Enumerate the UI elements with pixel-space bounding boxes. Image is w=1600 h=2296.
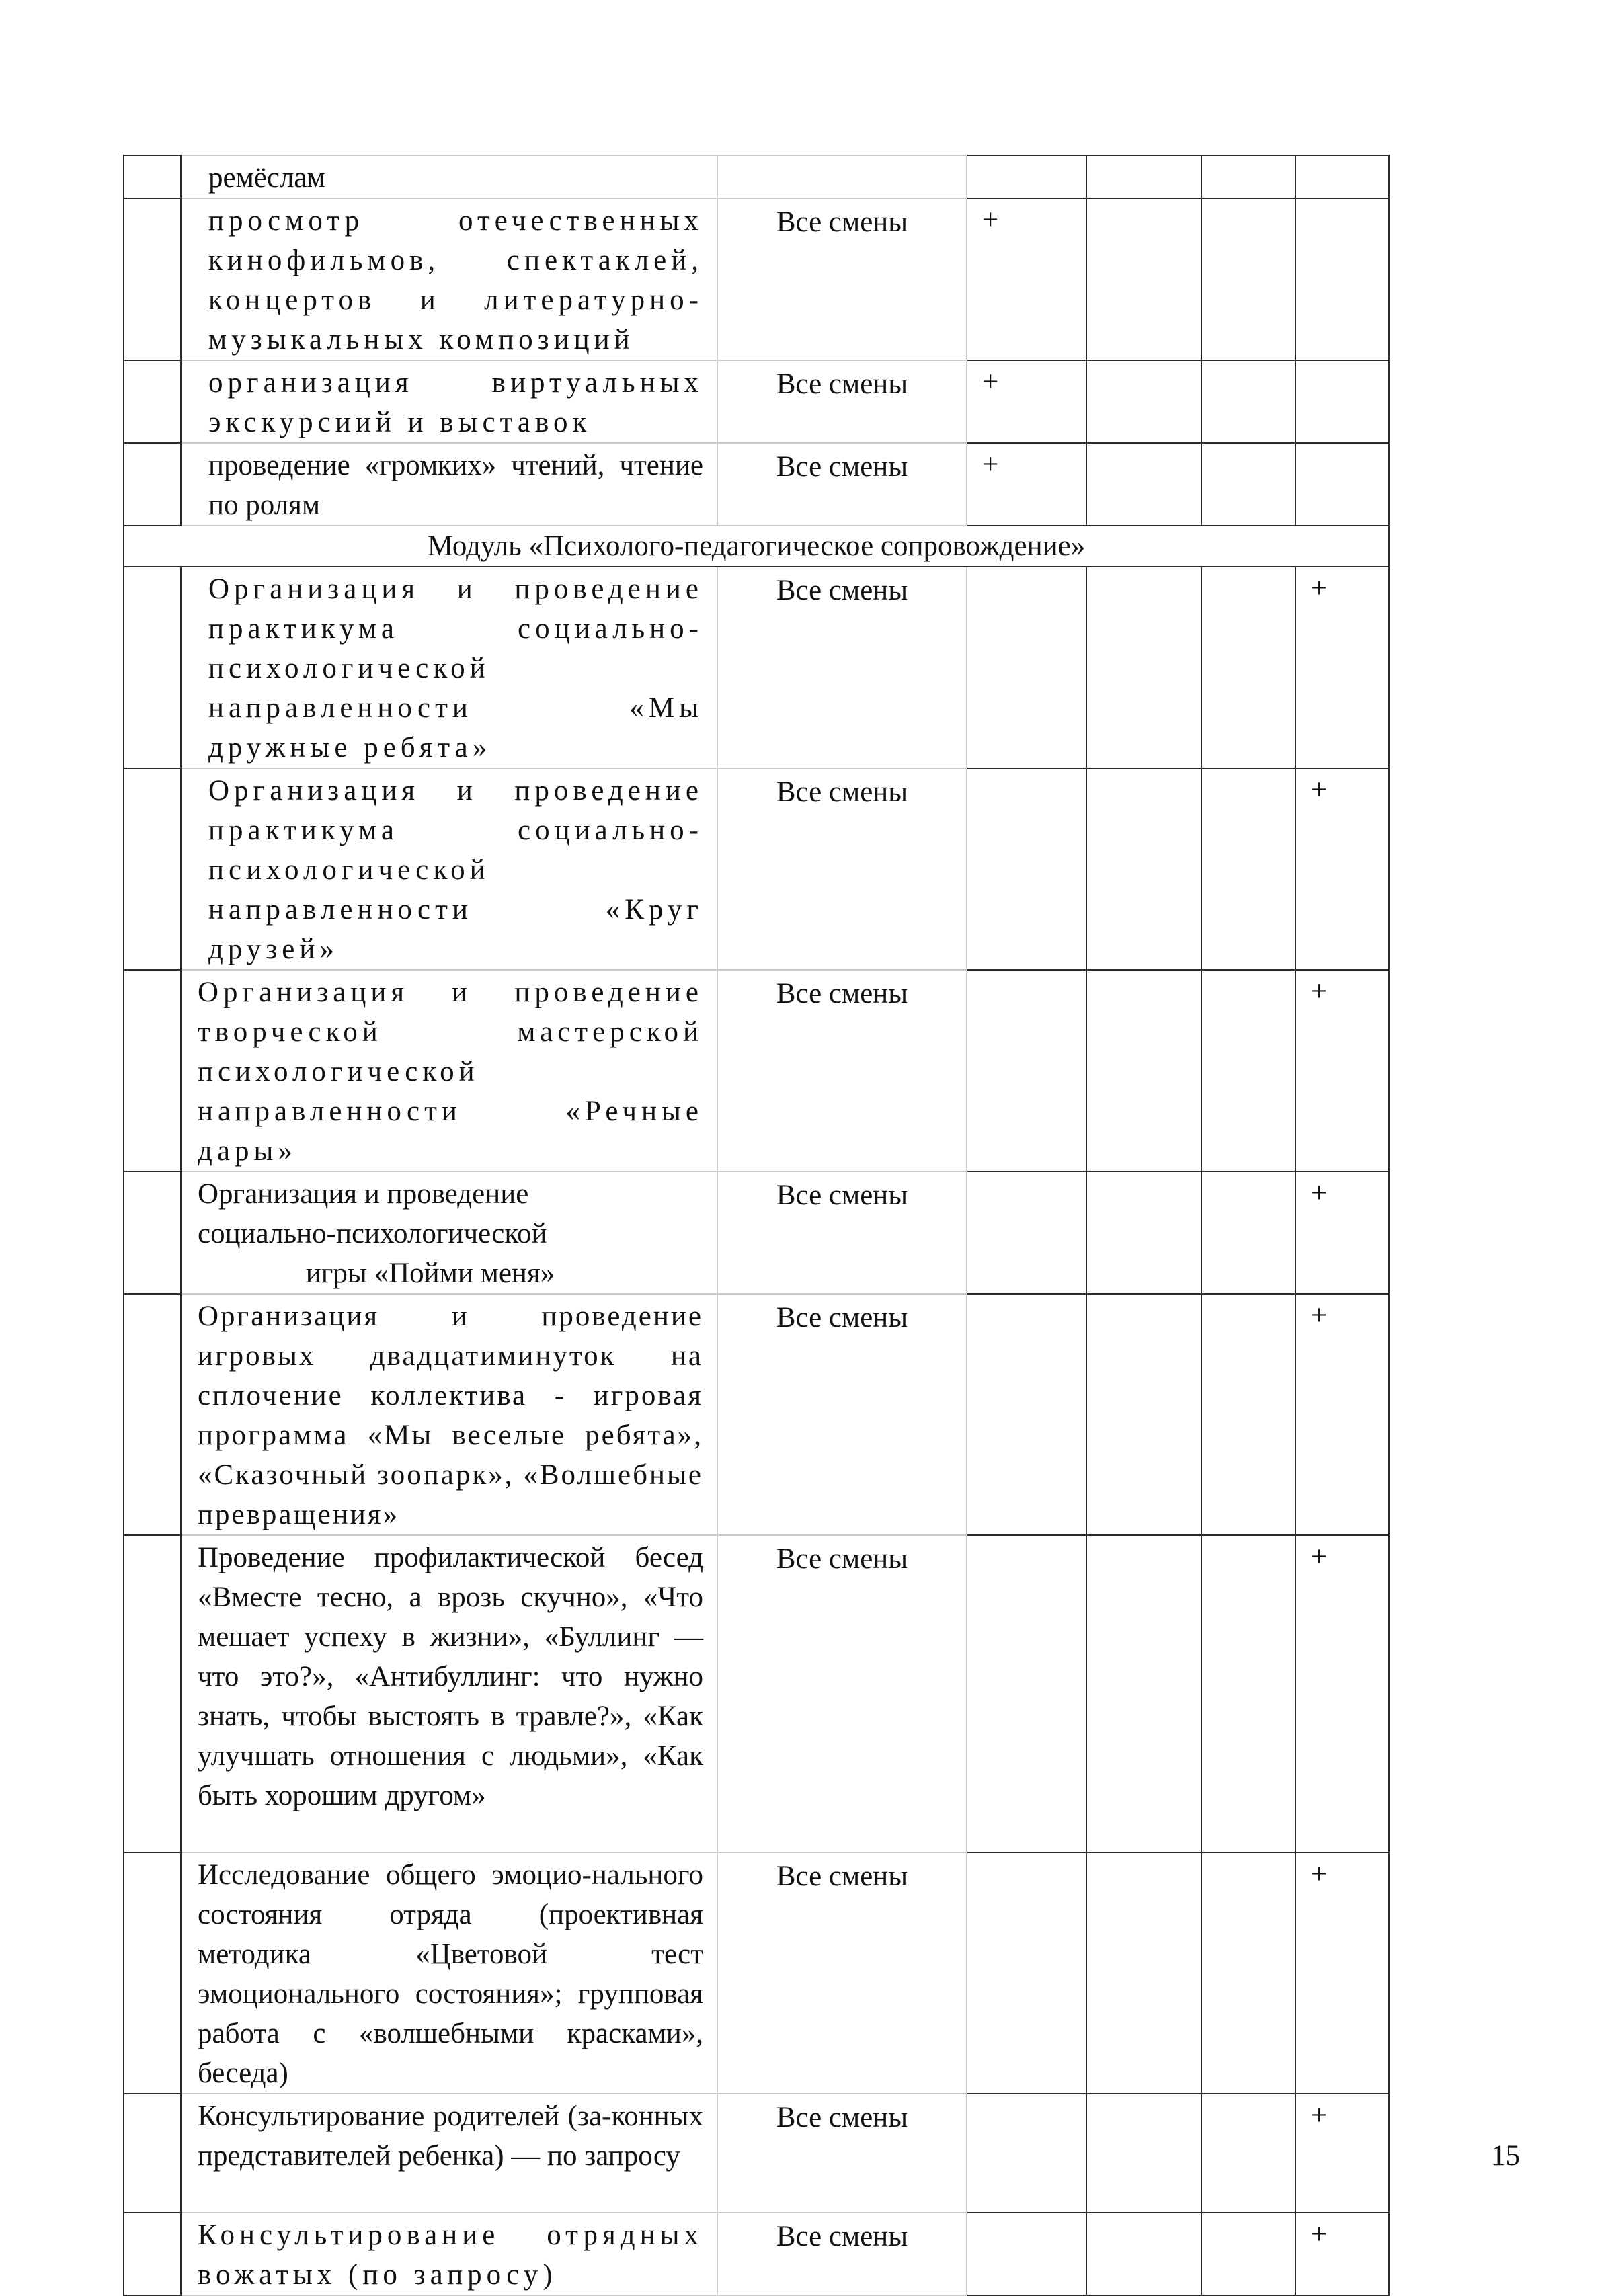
number-cell <box>124 2213 181 2295</box>
mark-cell <box>1086 360 1201 443</box>
table-row <box>124 1294 1389 1535</box>
mark-cell <box>1295 567 1389 768</box>
period-text: Все смены <box>776 368 908 400</box>
mark-cell <box>1295 768 1389 970</box>
table-row <box>124 970 1389 1172</box>
mark-cell <box>1086 567 1201 768</box>
number-cell <box>124 2094 181 2213</box>
number-cell <box>124 1172 181 1294</box>
activity-text: Организация и проведение творческой мастерской психологической направленности «Речные дары» <box>198 977 703 1167</box>
activity-text: Консультирование родителей (за-конных представителей ребенка) — по запросу <box>198 2100 703 2172</box>
plus-mark: + <box>1311 1541 1328 1573</box>
table-row <box>124 1172 1389 1294</box>
period-text: Все смены <box>776 1860 908 1892</box>
mark-cell <box>1201 443 1295 526</box>
period-text: Все смены <box>776 575 908 606</box>
period-text: Все смены <box>776 206 908 238</box>
mark-cell <box>1295 155 1389 198</box>
period-cell <box>717 1172 967 1294</box>
period-cell <box>717 360 967 443</box>
mark-cell <box>1201 198 1295 360</box>
mark-cell <box>1086 1535 1201 1852</box>
plan-table <box>123 155 1390 2296</box>
period-cell <box>717 198 967 360</box>
number-cell <box>124 1294 181 1535</box>
mark-cell <box>967 1535 1086 1852</box>
table-row <box>124 360 1389 443</box>
period-text: Все смены <box>776 1302 908 1334</box>
mark-cell <box>1295 2094 1389 2213</box>
activity-cell <box>181 2213 717 2295</box>
mark-cell <box>967 360 1086 443</box>
mark-cell <box>1295 2213 1389 2295</box>
period-text: Все смены <box>776 1543 908 1575</box>
mark-cell <box>967 567 1086 768</box>
plus-mark: + <box>1311 1178 1328 1209</box>
table-row <box>124 2213 1389 2295</box>
activity-cell <box>181 970 717 1172</box>
period-text: Все смены <box>776 776 908 808</box>
mark-cell <box>967 155 1086 198</box>
period-cell <box>717 2094 967 2213</box>
mark-cell <box>1086 1294 1201 1535</box>
number-cell <box>124 1852 181 2094</box>
activity-text: игры «Пойми меня» <box>305 1258 555 1289</box>
activity-cell <box>181 1535 717 1852</box>
plus-mark: + <box>1311 2219 1328 2250</box>
module-row <box>124 526 1389 567</box>
activity-cell <box>181 360 717 443</box>
mark-cell <box>1295 1535 1389 1852</box>
mark-cell <box>1295 1172 1389 1294</box>
mark-cell <box>967 1852 1086 2094</box>
mark-cell <box>1201 1172 1295 1294</box>
table-row <box>124 155 1389 198</box>
mark-cell <box>1295 198 1389 360</box>
mark-cell <box>967 768 1086 970</box>
activity-text: социально-психологической <box>198 1218 547 1249</box>
number-cell <box>124 1535 181 1852</box>
period-cell <box>717 155 967 198</box>
plus-mark: + <box>982 449 999 481</box>
period-cell <box>717 2213 967 2295</box>
period-cell <box>717 443 967 526</box>
mark-cell <box>967 2213 1086 2295</box>
mark-cell <box>1295 360 1389 443</box>
mark-cell <box>1201 360 1295 443</box>
activity-text: Консультирование отрядных вожатых (по запросу) <box>198 2219 703 2291</box>
mark-cell <box>1086 198 1201 360</box>
number-cell <box>124 443 181 526</box>
activity-cell <box>181 768 717 970</box>
table-row <box>124 567 1389 768</box>
mark-cell <box>1086 768 1201 970</box>
activity-cell <box>181 1852 717 2094</box>
period-text: Все смены <box>776 1180 908 1211</box>
period-text: Все смены <box>776 2221 908 2252</box>
activity-text: Организация и проведение <box>198 1178 529 1210</box>
plus-mark: + <box>1311 1300 1328 1331</box>
number-cell <box>124 567 181 768</box>
number-cell <box>124 768 181 970</box>
mark-cell <box>967 1294 1086 1535</box>
period-cell <box>717 970 967 1172</box>
plus-mark: + <box>1311 976 1328 1008</box>
table-row <box>124 2094 1389 2213</box>
plus-mark: + <box>1311 1858 1328 1890</box>
period-cell <box>717 567 967 768</box>
period-cell <box>717 768 967 970</box>
mark-cell <box>1201 1294 1295 1535</box>
activity-cell <box>181 567 717 768</box>
mark-cell <box>1086 2094 1201 2213</box>
mark-cell <box>1295 443 1389 526</box>
mark-cell <box>1086 1172 1201 1294</box>
table-row <box>124 1852 1389 2094</box>
mark-cell <box>1201 155 1295 198</box>
period-cell <box>717 1535 967 1852</box>
mark-cell <box>1086 443 1201 526</box>
module-title-cell <box>124 526 1389 567</box>
activity-cell <box>181 443 717 526</box>
table-row <box>124 768 1389 970</box>
plus-mark: + <box>982 366 999 398</box>
mark-cell <box>1201 1535 1295 1852</box>
activity-text: ремёслам <box>208 162 325 194</box>
plus-mark: + <box>1311 774 1328 806</box>
mark-cell <box>967 970 1086 1172</box>
mark-cell <box>1201 1852 1295 2094</box>
mark-cell <box>967 443 1086 526</box>
module-title: Модуль «Психолого-педагогическое сопровождение» <box>427 530 1086 562</box>
mark-cell <box>1201 2094 1295 2213</box>
table-row <box>124 198 1389 360</box>
mark-cell <box>1086 970 1201 1172</box>
activity-text: организация виртуальных экскурсиий и выставок <box>208 367 703 438</box>
plus-mark: + <box>982 204 999 236</box>
activity-text: Организация и проведение практикума социально-психологической направленности «Круг друзей» <box>208 775 703 965</box>
period-cell <box>717 1294 967 1535</box>
mark-cell <box>1201 2213 1295 2295</box>
table-row <box>124 1535 1389 1852</box>
number-cell <box>124 198 181 360</box>
mark-cell <box>967 2094 1086 2213</box>
period-text: Все смены <box>776 451 908 483</box>
activity-text: Организация и проведение практикума социально-психологической направленности «Мы дружные ребята» <box>208 573 703 764</box>
plus-mark: + <box>1311 573 1328 604</box>
activity-text: проведение «громких» чтений, чтение по ролям <box>208 450 703 521</box>
mark-cell <box>1201 768 1295 970</box>
mark-cell <box>1201 567 1295 768</box>
activity-text: Исследование общего эмоцио-нального состояния отряда (проективная методика «Цветовой тест эмоционального состояния»; групповая работа с «волшебными красками», беседа) <box>198 1859 703 2089</box>
mark-cell <box>967 1172 1086 1294</box>
mark-cell <box>1201 970 1295 1172</box>
number-cell <box>124 970 181 1172</box>
period-text: Все смены <box>776 2102 908 2133</box>
activity-text: Организация и проведение игровых двадцатиминуток на сплочение коллектива - игровая программа «Мы веселые ребята», «Сказочный зоопарк», «Волшебные превращения» <box>198 1301 703 1530</box>
table-row <box>124 443 1389 526</box>
activity-cell <box>181 198 717 360</box>
mark-cell <box>1086 2213 1201 2295</box>
mark-cell <box>1295 1294 1389 1535</box>
activity-text: просмотр отечественных кинофильмов, спектаклей, концертов и литературно-музыкальных композиций <box>208 205 703 356</box>
plus-mark: + <box>1311 2100 1328 2131</box>
mark-cell <box>1086 155 1201 198</box>
activity-text: Проведение профилактической бесед «Вместе тесно, а врозь скучно», «Что мешает успеху в жизни», «Буллинг — что это?», «Антибуллинг: что нужно знать, чтобы выстоять в травле?», «Как улучшать отношения с людьми», «Как быть хорошим другом» <box>198 1542 703 1811</box>
period-text: Все смены <box>776 978 908 1010</box>
period-cell <box>717 1852 967 2094</box>
mark-cell <box>1295 970 1389 1172</box>
page-number: 15 <box>1491 2140 1520 2172</box>
activity-cell <box>181 2094 717 2213</box>
number-cell <box>124 360 181 443</box>
activity-cell <box>181 1294 717 1535</box>
mark-cell <box>1295 1852 1389 2094</box>
mark-cell <box>967 198 1086 360</box>
mark-cell <box>1086 1852 1201 2094</box>
number-cell <box>124 155 181 198</box>
activity-cell <box>181 1172 717 1294</box>
activity-cell <box>181 155 717 198</box>
